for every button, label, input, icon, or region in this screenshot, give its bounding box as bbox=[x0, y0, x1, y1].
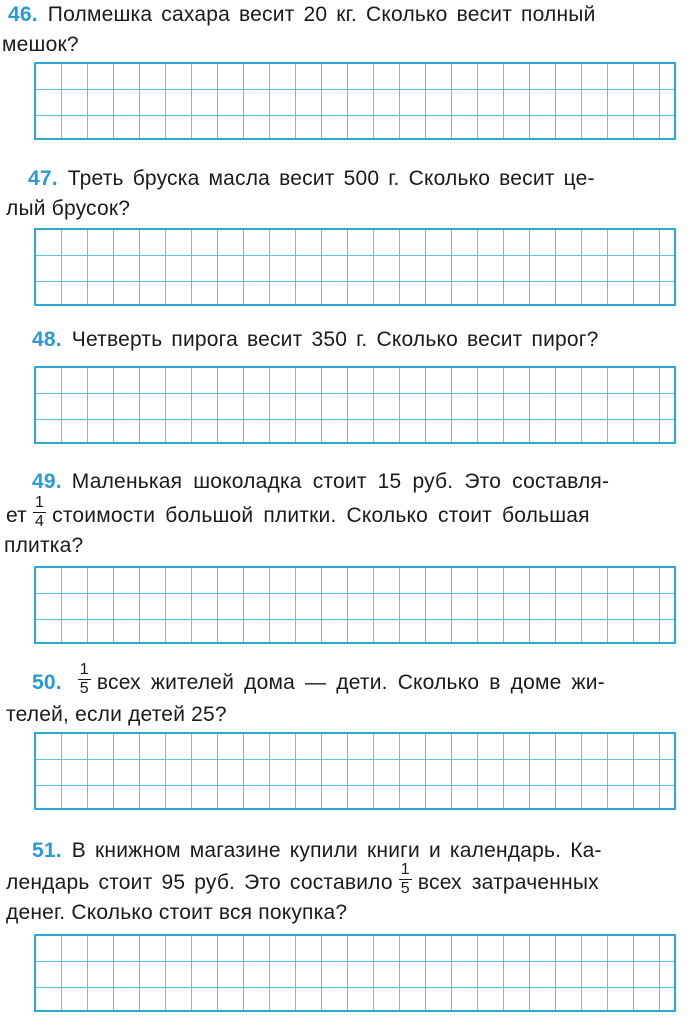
problem-text-line: стоимости большой плитки. Сколько стоит большая bbox=[52, 504, 590, 527]
answer-grid[interactable] bbox=[34, 366, 676, 444]
answer-grid[interactable] bbox=[34, 732, 676, 810]
problem-text-line: телей, если детей 25? bbox=[6, 703, 227, 726]
problem-49-text bbox=[4, 467, 610, 561]
problem-text-line: денег. Сколько стоит вся покупка? bbox=[6, 901, 348, 924]
problem-46-text bbox=[2, 0, 596, 60]
problem-text-line: Полмешка сахара весит 20 кг. Сколько весит полный bbox=[47, 3, 596, 26]
problem-number: 46. bbox=[8, 3, 38, 26]
problem-text-line: Четверть пирога весит 350 г. Сколько весит пирог? bbox=[71, 328, 599, 351]
problem-text-line: лендарь стоит 95 руб. Это составило bbox=[6, 871, 393, 894]
problem-number: 49. bbox=[32, 470, 62, 493]
problem-number: 50. bbox=[32, 671, 62, 694]
problem-number: 47. bbox=[28, 167, 58, 190]
fraction-one-fifth: $\frac{1}{5}$ bbox=[400, 860, 410, 897]
fraction-one-fifth: $\frac{1}{5}$ bbox=[79, 660, 89, 697]
answer-grid[interactable] bbox=[34, 566, 676, 644]
problem-text-line: всех затраченных bbox=[417, 871, 599, 894]
problem-number: 51. bbox=[32, 839, 62, 862]
problem-text-line: мешок? bbox=[2, 33, 79, 56]
problem-47-text bbox=[6, 164, 595, 224]
problem-text-line: плитка? bbox=[4, 534, 84, 557]
problem-text-line: Треть бруска масла весит 500 г. Сколько весит це- bbox=[67, 167, 595, 190]
answer-grid[interactable] bbox=[34, 934, 676, 1012]
problem-51-text bbox=[6, 836, 602, 928]
problem-50-text bbox=[6, 660, 605, 730]
problem-text-line: В книжном магазине купили книги и календарь. Ка- bbox=[71, 839, 602, 862]
fraction-one-quarter: $\frac{1}{4}$ bbox=[35, 493, 45, 530]
problem-text-line: всех жителей дома — дети. Сколько в доме жи- bbox=[96, 671, 605, 694]
problem-48-text bbox=[32, 325, 599, 355]
problem-text-line: ет bbox=[6, 504, 28, 527]
answer-grid[interactable] bbox=[34, 228, 676, 306]
problem-text-line: Маленькая шоколадка стоит 15 руб. Это составля- bbox=[71, 470, 610, 493]
answer-grid[interactable] bbox=[34, 62, 676, 140]
problem-number: 48. bbox=[32, 328, 62, 351]
problem-text-line: лый брусок? bbox=[6, 197, 131, 220]
